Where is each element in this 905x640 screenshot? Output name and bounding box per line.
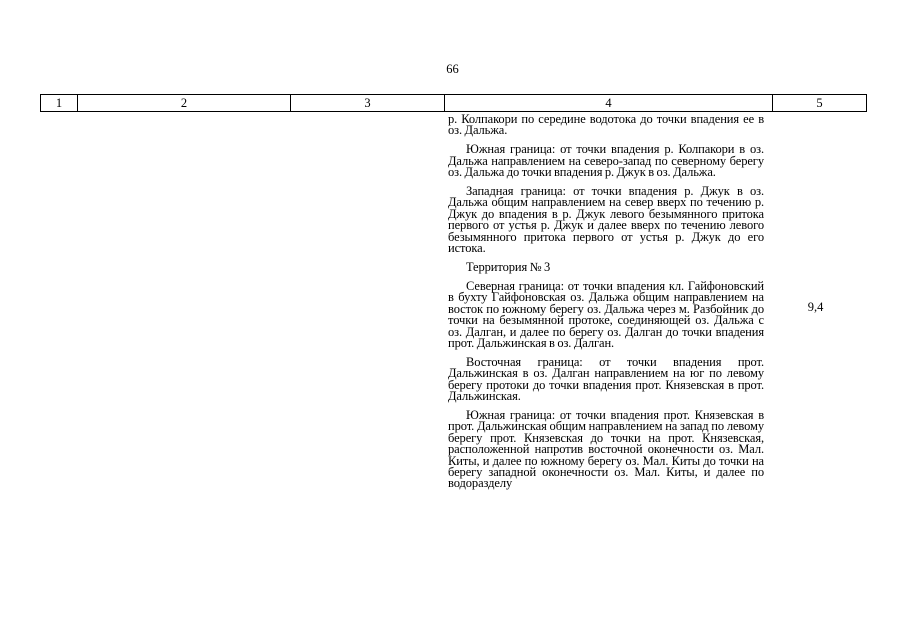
header-cell-3: 3	[291, 95, 445, 112]
paragraph-north-boundary: Северная граница: от точки впадения кл. Гайфоновский в бухту Гайфоновская оз. Дальжа общим направлением на восток по южному берегу оз. Дальжа через м. Разбойник до точки на безымянной протоке, соединяющей оз. Дальжа с оз. Далган, и далее по берегу оз. Далган до точки впадения прот. Дальжинская в оз. Далган.	[448, 278, 764, 350]
page-number: 66	[446, 62, 459, 76]
header-cell-5: 5	[773, 95, 867, 112]
paragraph-continuation: р. Колпакори по середине водотока до точки впадения ее в оз. Дальжа.	[448, 112, 764, 138]
territory-title: Территория № 3	[466, 259, 551, 274]
header-cell-1: 1	[41, 95, 78, 112]
table-header	[40, 94, 867, 112]
paragraph-south-boundary: Южная граница: от точки впадения р. Колпакори в оз. Дальжа направлением на северо-запад по северному берегу оз. Дальжа до точки впадения р. Джук в оз. Дальжа.	[448, 142, 764, 180]
table-header-row	[41, 95, 867, 112]
paragraph-south-boundary-2: Южная граница: от точки впадения прот. Князевская в прот. Дальжинская общим направлением на запад по левому берегу прот. Князевская до точки на прот. Князевская, расположенной напротив восточной оконечности оз. Мал. Киты, и далее по южному берегу оз. Мал. Киты до точки на берегу западной оконечности оз. Мал. Киты, и далее по водоразделу	[448, 407, 764, 491]
territory-area-value: 9,4	[807, 300, 824, 314]
boundary-description-column	[448, 114, 764, 497]
header-cell-4: 4	[445, 95, 773, 112]
paragraph-east-boundary: Восточная граница: от точки впадения прот. Дальжинская в оз. Далган направлением на юг по левому берегу протоки до точки впадения прот. Князевская в прот. Дальжинская.	[448, 354, 764, 404]
header-cell-2: 2	[78, 95, 291, 112]
paragraph-west-boundary: Западная граница: от точки впадения р. Джук в оз. Дальжа общим направлением на север вверх по течению р. Джук до впадения в р. Джук левого безымянного притока первого от устья р. Джук и далее вверх по течению левого безымянного притока первого от устья р. Джук до его истока.	[448, 184, 764, 256]
